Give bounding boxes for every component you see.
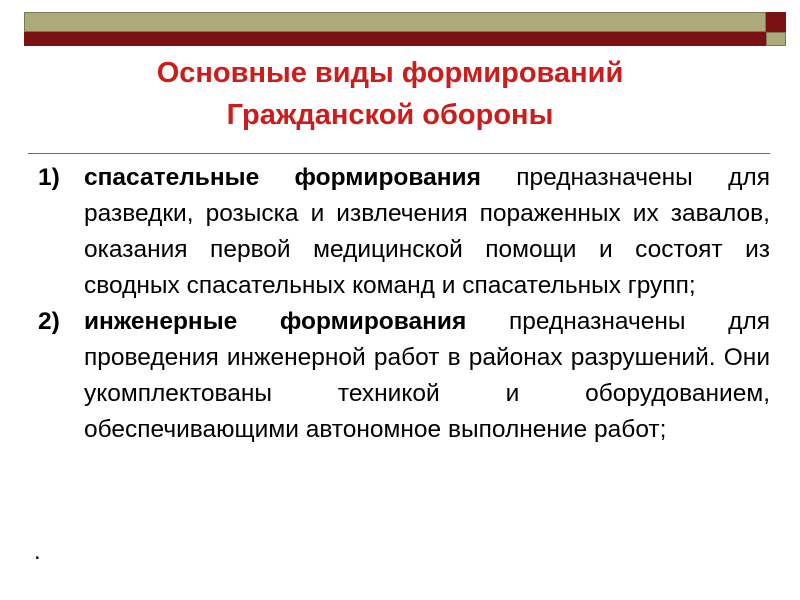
slide-title-line-2: Гражданской обороны [226, 99, 554, 131]
list-item-term: спасательные формирования [84, 164, 481, 191]
header-bar-red [24, 32, 766, 46]
header-square-olive [766, 32, 786, 46]
header-bar-olive [24, 12, 766, 32]
list-item-number: 1) [38, 164, 60, 191]
list-item-term: инженерные формирования [84, 308, 467, 335]
list-item [38, 304, 770, 448]
slide-body [38, 160, 770, 448]
list-item-description: предназначены для разведки, розыска и извлечения пораженных их завалов, оказания первой медицинской помощи и состоят из сводных спасательных команд и спасательных групп; [84, 164, 770, 299]
list-item-text [84, 160, 770, 304]
slide-title [40, 52, 740, 136]
header-square-red [766, 12, 786, 32]
list-item-number: 2) [38, 308, 60, 335]
list-item-description: предназначены для проведения инженерной работ в районах разрушений. Они укомплектованы техникой и оборудованием, обеспечивающими автономное выполнение работ; [84, 308, 771, 443]
title-divider [28, 153, 770, 154]
slide-title-line-1: Основные виды формирований [156, 57, 624, 89]
list-item [38, 160, 770, 304]
list-item-text [84, 304, 770, 448]
trailing-bullet: . [34, 538, 41, 565]
